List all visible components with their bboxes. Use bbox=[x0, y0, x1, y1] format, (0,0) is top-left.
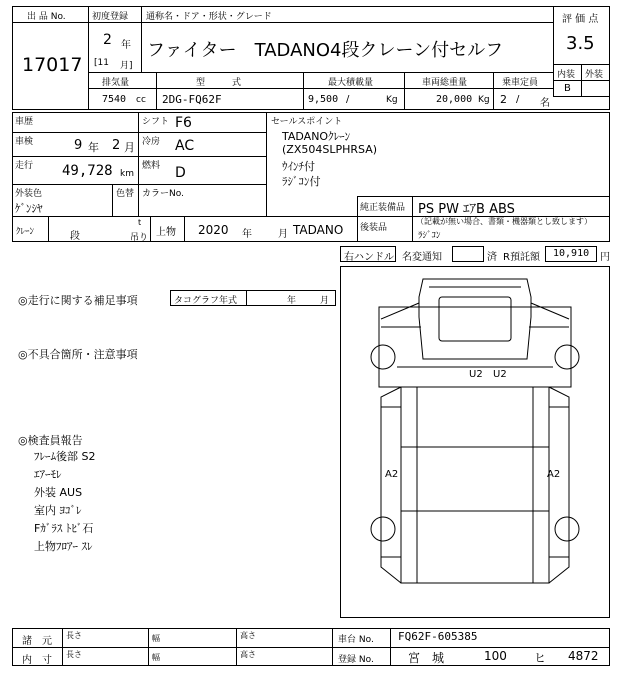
inspector-line: 上物ﾌﾛｱｰ ｽﾚ bbox=[34, 540, 93, 553]
ac-value: AC bbox=[175, 138, 195, 154]
crane-stage-unit: 段 bbox=[70, 231, 80, 242]
aftermarket-value: ﾗｼﾞｺﾝ bbox=[418, 231, 441, 241]
upper-body-maker: TADANO bbox=[293, 223, 344, 237]
tachograph-month-unit: 月 bbox=[320, 296, 330, 306]
sales-point-label: セールスポイント bbox=[271, 117, 343, 127]
color-value: ｹﾞﾝｼﾔ bbox=[15, 202, 43, 215]
color-label: 外装色 bbox=[15, 189, 43, 199]
shift-label: シフト bbox=[142, 117, 170, 127]
sales-point-4: ﾗｼﾞｺﾝ付 bbox=[282, 175, 321, 188]
inspector-line: Fｶﾞﾗｽ ﾄﾋﾞ石 bbox=[34, 522, 94, 535]
inspector-report-label: ◎検査員報告 bbox=[18, 434, 83, 447]
recycle-deposit-label: R預託額 bbox=[503, 252, 540, 263]
fuel-label: 燃料 bbox=[142, 161, 161, 171]
sales-point-2: (ZX504SLPHRSA) bbox=[282, 143, 378, 156]
mileage-value: 49,728 bbox=[62, 163, 113, 179]
model-description-label: 通称名・ドア・形状・グレード bbox=[146, 12, 272, 22]
recycle-done-label: 済 bbox=[487, 252, 497, 263]
inspection-month-unit: 月 bbox=[124, 141, 135, 154]
length-label: 長さ bbox=[66, 631, 82, 640]
ac-label: 冷房 bbox=[142, 137, 161, 147]
inspection-label: 車検 bbox=[15, 137, 34, 147]
recycle-amount: 10,910 bbox=[553, 248, 590, 259]
score-label: 評 価 点 bbox=[562, 14, 599, 25]
defects-label: ◎不具合箇所・注意事項 bbox=[18, 348, 138, 361]
interior-size-label: 内 寸 bbox=[22, 655, 52, 666]
gross-weight-label: 車両総重量 bbox=[422, 78, 468, 88]
displacement-label: 排気量 bbox=[102, 78, 130, 88]
capacity-label: 乗車定員 bbox=[502, 78, 539, 88]
registration-area: 宮 城 bbox=[408, 651, 445, 665]
gross-weight-unit: Kg bbox=[478, 95, 490, 105]
width-label: 幅 bbox=[152, 634, 160, 643]
height-label: 高さ bbox=[240, 631, 256, 640]
crane-label: ｸﾚｰﾝ bbox=[16, 227, 35, 237]
first-registration-label: 初度登録 bbox=[92, 12, 129, 22]
fuel-value: D bbox=[175, 165, 186, 181]
sales-point-3: ｳｲﾝﾁ付 bbox=[282, 160, 315, 173]
upper-body-month-unit: 月 bbox=[278, 229, 288, 240]
registration-kana: ヒ bbox=[534, 651, 547, 665]
max-load-label: 最大積載量 bbox=[328, 78, 374, 88]
displacement-unit: cc bbox=[136, 95, 146, 105]
inspection-year-unit: 年 bbox=[88, 141, 99, 154]
inspector-line: 室内 ﾖｺﾞﾚ bbox=[34, 504, 82, 517]
genuine-equipment-label: 純正装備品 bbox=[360, 203, 406, 213]
shift-value: F6 bbox=[175, 115, 192, 131]
capacity-value: 2 bbox=[500, 93, 507, 106]
color-change-label: 色替 bbox=[116, 189, 135, 199]
mileage-unit: km bbox=[120, 169, 134, 179]
lot-label: 出 品 No. bbox=[27, 12, 66, 22]
upper-body-year-unit: 年 bbox=[242, 229, 252, 240]
model-type-label: 型 式 bbox=[196, 78, 242, 88]
aftermarket-label: 後装品 bbox=[360, 223, 388, 233]
history-label: 車歴 bbox=[15, 117, 34, 127]
color-number-label: カラーNo. bbox=[142, 189, 184, 199]
damage-mark: U2 bbox=[469, 369, 483, 380]
vehicle-diagram bbox=[340, 266, 610, 618]
registration-month-unit: 月] bbox=[120, 61, 133, 71]
right-hand-drive: 右ハンドル bbox=[344, 252, 394, 263]
damage-mark: U2 bbox=[493, 369, 507, 380]
damage-mark: A2 bbox=[547, 469, 561, 480]
interior-width-label: 幅 bbox=[152, 653, 160, 662]
crane-lift-unit: 吊り bbox=[130, 233, 149, 243]
chassis-number: FQ62F-605385 bbox=[398, 630, 478, 643]
sales-point-1: TADANOｸﾚｰﾝ bbox=[282, 130, 351, 143]
tachograph-year-unit: 年 bbox=[287, 296, 297, 306]
registration-year: 2 bbox=[103, 32, 112, 48]
vehicle-name: ファイター TADANO4段クレーン付セルフ bbox=[147, 40, 504, 61]
registration-year-unit: 年 bbox=[121, 40, 131, 51]
inspector-line: ﾌﾚｰﾑ後部 S2 bbox=[34, 450, 96, 463]
lot-number: 17017 bbox=[22, 54, 83, 76]
upper-body-label: 上物 bbox=[156, 227, 176, 238]
inspection-year: 9 bbox=[74, 138, 83, 153]
exterior-grade-label: 外装 bbox=[585, 70, 604, 80]
registration-number-label: 登録 No. bbox=[338, 655, 374, 665]
evaluation-score: 3.5 bbox=[566, 33, 595, 54]
registration-class: 100 bbox=[484, 649, 507, 663]
inspection-month: 2 bbox=[112, 138, 121, 153]
registration-month: [11 bbox=[94, 58, 109, 68]
inspector-line: 外装 AUS bbox=[34, 486, 83, 499]
mileage-label: 走行 bbox=[15, 161, 34, 171]
max-load-unit: Kg bbox=[386, 95, 398, 105]
driving-notes-label: ◎走行に関する補足事項 bbox=[18, 294, 138, 307]
max-load-separator: / bbox=[346, 94, 350, 105]
damage-mark: A2 bbox=[385, 469, 399, 480]
interior-length-label: 長さ bbox=[66, 650, 82, 659]
interior-height-label: 高さ bbox=[240, 650, 256, 659]
inspector-line: ｴｱｰﾓﾚ bbox=[34, 468, 62, 481]
chassis-number-label: 車台 No. bbox=[338, 635, 374, 645]
model-code: 2DG-FQ62F bbox=[162, 93, 222, 106]
upper-body-year: 2020 bbox=[198, 223, 229, 237]
displacement-value: 7540 bbox=[102, 94, 127, 105]
spec-label: 諸 元 bbox=[22, 636, 52, 647]
recycle-amount-unit: 円 bbox=[600, 252, 610, 263]
interior-grade: B bbox=[564, 83, 571, 94]
capacity-separator: / bbox=[516, 94, 520, 105]
capacity-unit: 名 bbox=[540, 98, 550, 109]
registration-plate-number: 4872 bbox=[568, 649, 599, 663]
gross-weight-value: 20,000 bbox=[436, 94, 473, 105]
interior-grade-label: 内装 bbox=[557, 70, 576, 80]
max-load-value: 9,500 bbox=[308, 94, 339, 105]
tachograph-label: タコグラフ年式 bbox=[174, 296, 238, 306]
truck-outline-icon bbox=[341, 267, 609, 617]
genuine-equipment: PS PW ｴｱB ABS bbox=[418, 202, 515, 217]
aftermarket-note: （記載が無い場合、書類・機器類とし致します） bbox=[416, 217, 592, 226]
name-change-notice-label: 名変通知 bbox=[402, 252, 442, 263]
crane-ton-unit: t bbox=[138, 218, 142, 227]
